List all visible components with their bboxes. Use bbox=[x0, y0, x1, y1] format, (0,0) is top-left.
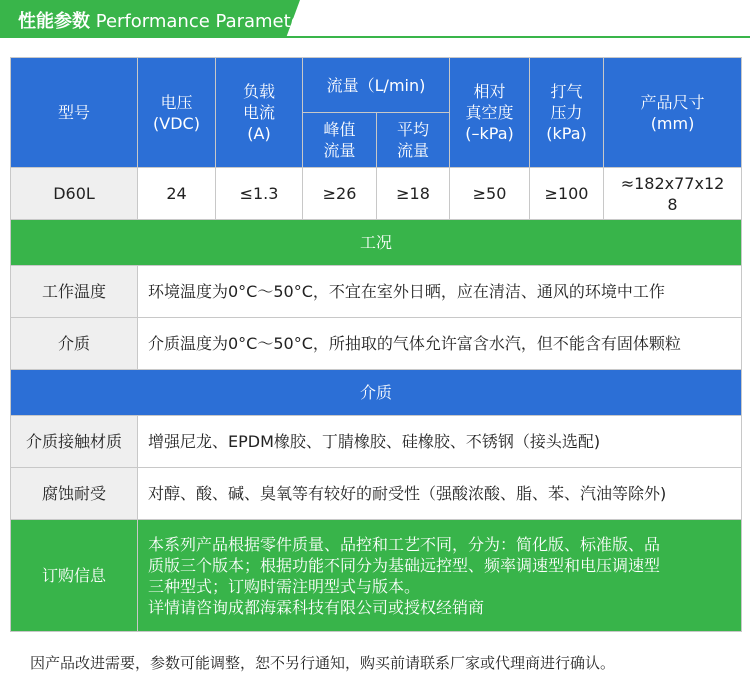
header-flow: 流量（L/min) bbox=[303, 58, 450, 113]
value-work-temp: 环境温度为0°C～50°C，不宜在室外日晒，应在清洁、通风的环境中工作 bbox=[138, 266, 742, 318]
header-voltage-line1: 电压 bbox=[160, 92, 193, 112]
cell-size-line1: ≈182x77x12 bbox=[620, 173, 725, 193]
header-current-line1: 负载 bbox=[242, 82, 275, 101]
header-current-line2: 电流 bbox=[242, 103, 275, 122]
header-pressure-line1: 打气 bbox=[550, 82, 583, 101]
label-work-temp: 工作温度 bbox=[11, 266, 138, 318]
value-corrosion: 对醇、酸、碱、臭氧等有较好的耐受性（强酸浓酸、脂、苯、汽油等除外) bbox=[138, 468, 742, 520]
section-title-zh: 性能参数 bbox=[18, 11, 90, 32]
value-order-info bbox=[138, 520, 742, 632]
section-title bbox=[18, 7, 319, 33]
cell-peak-flow: ≥26 bbox=[303, 168, 377, 220]
section-header bbox=[0, 0, 750, 42]
label-order-info: 订购信息 bbox=[11, 520, 138, 632]
order-line-4: 详情请咨询成都海霖科技有限公司或授权经销商 bbox=[148, 597, 485, 617]
cell-voltage: 24 bbox=[138, 168, 216, 220]
performance-table bbox=[10, 57, 742, 632]
value-contact-material: 增强尼龙、EPDM橡胶、丁腈橡胶、硅橡胶、不锈钢（接头选配) bbox=[138, 416, 742, 468]
header-peak-flow-line2: 流量 bbox=[323, 141, 356, 160]
header-current-line3: (A) bbox=[247, 124, 271, 143]
header-avg-flow bbox=[377, 113, 450, 168]
header-current bbox=[216, 58, 303, 168]
section-title-en: Performance Parameters bbox=[95, 11, 319, 32]
footer-note: 因产品改进需要，参数可能调整，恕不另行通知，购买前请联系厂家或代理商进行确认。 bbox=[30, 654, 616, 672]
cell-vacuum: ≥50 bbox=[450, 168, 530, 220]
label-contact-material: 介质接触材质 bbox=[11, 416, 138, 468]
header-size bbox=[604, 58, 742, 168]
cell-avg-flow: ≥18 bbox=[377, 168, 450, 220]
value-medium: 介质温度为0°C～50°C，所抽取的气体允许富含水汽，但不能含有固体颗粒 bbox=[138, 318, 742, 370]
header-size-line2: (mm) bbox=[650, 113, 695, 133]
header-voltage-line2: (VDC) bbox=[153, 113, 200, 133]
order-line-2: 质版三个版本；根据功能不同分为基础远控型、频率调速型和电压调速型 bbox=[148, 555, 661, 575]
cell-model: D60L bbox=[11, 168, 138, 220]
section-medium: 介质 bbox=[11, 370, 742, 416]
cell-size-line2: 8 bbox=[667, 194, 678, 214]
header-avg-flow-line2: 流量 bbox=[397, 141, 430, 160]
cell-size bbox=[604, 168, 742, 220]
header-underline bbox=[0, 36, 750, 38]
header-vacuum-line1: 相对 bbox=[473, 82, 506, 101]
header-vacuum-line2: 真空度 bbox=[465, 103, 514, 122]
header-pressure-line2: 压力 bbox=[550, 103, 583, 122]
header-size-line1: 产品尺寸 bbox=[640, 92, 705, 112]
cell-current: ≤1.3 bbox=[216, 168, 303, 220]
section-conditions: 工况 bbox=[11, 220, 742, 266]
header-avg-flow-line1: 平均 bbox=[397, 120, 430, 139]
header-model: 型号 bbox=[11, 58, 138, 168]
header-pressure bbox=[530, 58, 604, 168]
header-pressure-line3: (kPa) bbox=[546, 124, 587, 143]
label-medium: 介质 bbox=[11, 318, 138, 370]
header-voltage bbox=[138, 58, 216, 168]
label-corrosion: 腐蚀耐受 bbox=[11, 468, 138, 520]
cell-pressure: ≥100 bbox=[530, 168, 604, 220]
header-vacuum bbox=[450, 58, 530, 168]
order-line-1: 本系列产品根据零件质量、品控和工艺不同，分为：简化版、标准版、品 bbox=[148, 534, 661, 554]
order-line-3: 三种型式；订购时需注明型式与版本。 bbox=[148, 576, 421, 596]
header-peak-flow bbox=[303, 113, 377, 168]
header-peak-flow-line1: 峰值 bbox=[323, 120, 356, 139]
header-vacuum-line3: (–kPa) bbox=[465, 124, 514, 143]
